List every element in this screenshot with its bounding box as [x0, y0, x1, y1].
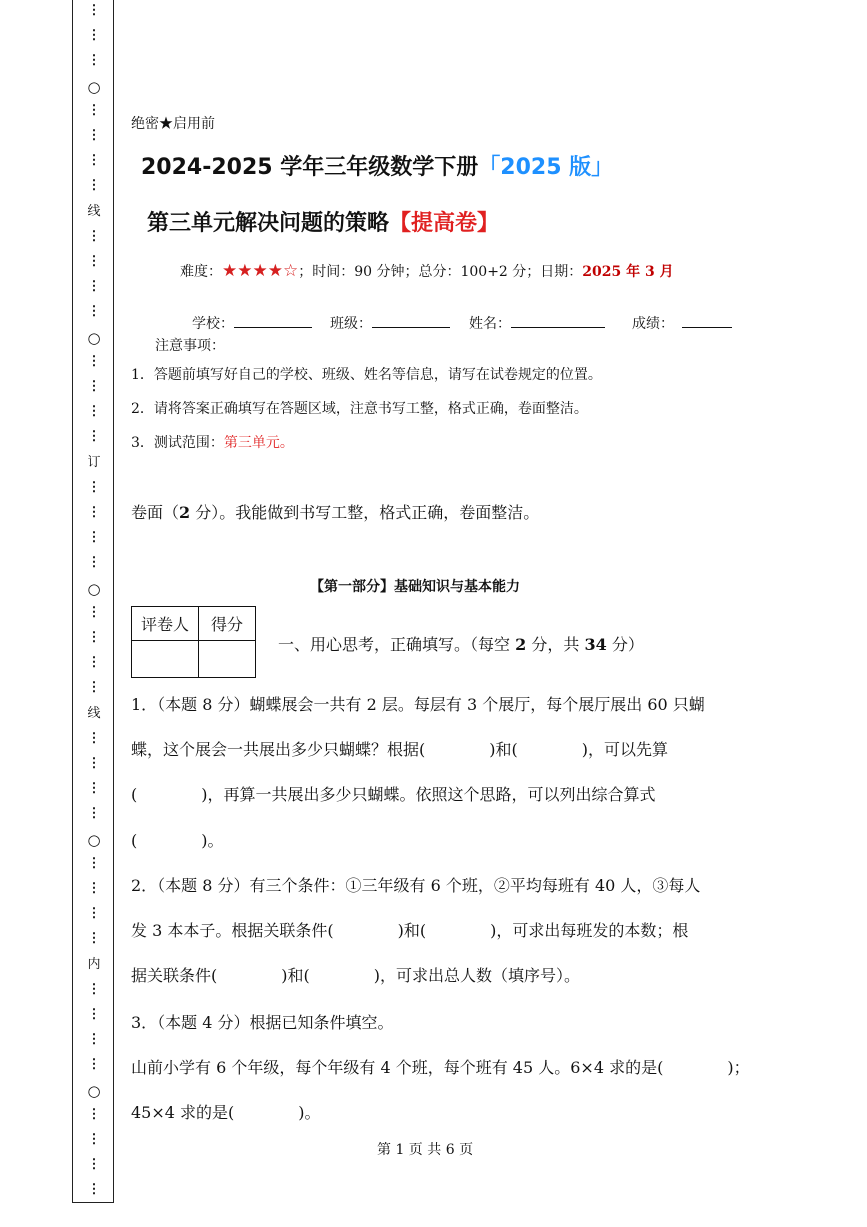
- part1-heading: 【第一部分】基础知识与基本能力: [310, 579, 520, 595]
- margin-dots: ⋮: [87, 1107, 101, 1122]
- margin-dots: ⋮: [87, 429, 101, 444]
- question-3-line: 3．（本题 4 分）根据已知条件填空。: [131, 1013, 394, 1032]
- neatness-line: [131, 500, 539, 523]
- margin-dots: ⋮: [87, 3, 101, 18]
- class-label: 班级：: [330, 316, 372, 332]
- margin-dots: ⋮: [87, 229, 101, 244]
- margin-dots: ⋮: [87, 279, 101, 294]
- difficulty-stars: ★★★★☆: [222, 261, 299, 281]
- question-2-line: 发 3 本本子。根据关联条件( )和( )，可求出每班发的本数；根: [131, 921, 689, 940]
- margin-dots: ⋮: [87, 480, 101, 495]
- title-edition: 「2025 版」: [478, 155, 614, 180]
- class-blank[interactable]: [372, 313, 450, 328]
- class-field[interactable]: [330, 313, 450, 333]
- school-label: 学校：: [192, 316, 234, 332]
- margin-dots: ⋮: [87, 856, 101, 871]
- subtitle-main: 第三单元解决问题的策略: [147, 211, 390, 236]
- page-number: 第 1 页 共 6 页: [377, 1142, 474, 1158]
- question-1-line: ( )，再算一共展出多少只蝴蝶。依照这个思路，可以列出综合算式: [131, 785, 656, 804]
- meta-rest: ；时间：90 分钟；总分：100+2 分；日期：: [298, 264, 583, 280]
- margin-label-xian: 线: [87, 204, 101, 219]
- grader-header: 评卷人: [132, 607, 199, 641]
- margin-dots: ⋮: [87, 756, 101, 771]
- grader-cell[interactable]: [132, 641, 199, 678]
- margin-dots: ⋮: [87, 630, 101, 645]
- margin-label-ding: 订: [87, 455, 101, 470]
- name-label: 姓名：: [469, 316, 511, 332]
- score-blank[interactable]: [682, 313, 732, 328]
- neatness-suffix: 分）。我能做到书写工整，格式正确，卷面整洁。: [195, 503, 540, 522]
- title-main: 2024-2025 学年三年级数学下册: [141, 155, 479, 180]
- margin-dots: ⋮: [87, 605, 101, 620]
- question-1-line: 蝶，这个展会一共展出多少只蝴蝶？根据( )和( )，可以先算: [131, 740, 668, 759]
- section-title-c: 分）: [611, 635, 644, 654]
- note-item: [131, 432, 294, 452]
- margin-dots: ⋮: [87, 906, 101, 921]
- school-blank[interactable]: [234, 313, 312, 328]
- margin-dots: ⋮: [87, 1132, 101, 1147]
- section-total: 34: [584, 635, 607, 654]
- note-item: 2．请将答案正确填写在答题区域，注意书写工整，格式正确，卷面整洁。: [131, 401, 588, 417]
- margin-circle: ○: [87, 1082, 101, 1100]
- question-1-line: 1．（本题 8 分）蝴蝶展会一共有 2 层。每层有 3 个展厅，每个展厅展出 60 只蝴: [131, 695, 705, 714]
- margin-dots: ⋮: [87, 28, 101, 43]
- page-subtitle: [147, 206, 499, 237]
- margin-dots: ⋮: [87, 254, 101, 269]
- margin-dots: ⋮: [87, 555, 101, 570]
- exam-date: 2025 年 3 月: [582, 264, 674, 280]
- question-1-line: ( )。: [131, 831, 224, 850]
- score-cell[interactable]: [199, 641, 256, 678]
- margin-circle: ○: [87, 580, 101, 598]
- difficulty-label: 难度：: [180, 264, 222, 280]
- margin-dots: ⋮: [87, 931, 101, 946]
- neatness-prefix: 卷面（: [131, 503, 180, 522]
- note-scope-value: 第三单元。: [223, 435, 294, 451]
- section-title: [278, 632, 644, 655]
- note-item: 1．答题前填写好自己的学校、班级、姓名等信息，请写在试卷规定的位置。: [131, 367, 602, 383]
- margin-dots: ⋮: [87, 655, 101, 670]
- margin-dots: ⋮: [87, 304, 101, 319]
- margin-dots: ⋮: [87, 178, 101, 193]
- question-2-line: 据关联条件( )和( )，可求出总人数（填序号）。: [131, 966, 580, 985]
- notes-heading: 注意事项：: [155, 338, 225, 354]
- subtitle-tag: 【提高卷】: [389, 211, 500, 236]
- margin-dots: ⋮: [87, 103, 101, 118]
- margin-circle: ○: [87, 78, 101, 96]
- margin-dots: ⋮: [87, 731, 101, 746]
- section-title-b: 分，共: [531, 635, 580, 654]
- secret-label: 绝密★启用前: [131, 116, 215, 132]
- margin-circle: ○: [87, 831, 101, 849]
- margin-dots: ⋮: [87, 1032, 101, 1047]
- margin-label-xian: 线: [87, 706, 101, 721]
- margin-dots: ⋮: [87, 806, 101, 821]
- score-label: 成绩：: [632, 316, 674, 332]
- grader-score-table: [131, 606, 256, 678]
- section-per-blank: 2: [515, 635, 527, 654]
- name-field[interactable]: [469, 313, 605, 333]
- margin-circle: ○: [87, 329, 101, 347]
- margin-dots: ⋮: [87, 1007, 101, 1022]
- question-2-line: 2．（本题 8 分）有三个条件：①三年级有 6 个班，②平均每班有 40 人，③每人: [131, 876, 701, 895]
- margin-dots: ⋮: [87, 781, 101, 796]
- margin-label-nei: 内: [87, 957, 101, 972]
- margin-dots: ⋮: [87, 379, 101, 394]
- question-3-line: 山前小学有 6 个年级，每个年级有 4 个班，每个班有 45 人。6×4 求的是( )；: [131, 1058, 750, 1077]
- binding-margin: [72, 0, 114, 1203]
- exam-meta: [180, 261, 674, 281]
- score-header: 得分: [199, 607, 256, 641]
- margin-dots: ⋮: [87, 128, 101, 143]
- neatness-points: 2: [179, 503, 191, 522]
- margin-dots: ⋮: [87, 153, 101, 168]
- note-scope-label: 3．测试范围：: [131, 435, 224, 451]
- score-field[interactable]: [632, 313, 732, 333]
- question-3-line: 45×4 求的是( )。: [131, 1103, 321, 1122]
- page-title: [141, 150, 613, 181]
- margin-dots: ⋮: [87, 530, 101, 545]
- margin-dots: ⋮: [87, 1057, 101, 1072]
- margin-dots: ⋮: [87, 53, 101, 68]
- margin-dots: ⋮: [87, 1182, 101, 1197]
- section-title-a: 一、用心思考，正确填写。（每空: [278, 635, 511, 654]
- margin-dots: ⋮: [87, 982, 101, 997]
- margin-dots: ⋮: [87, 1157, 101, 1172]
- school-field[interactable]: [192, 313, 312, 333]
- margin-dots: ⋮: [87, 680, 101, 695]
- margin-dots: ⋮: [87, 505, 101, 520]
- margin-dots: ⋮: [87, 881, 101, 896]
- margin-dots: ⋮: [87, 404, 101, 419]
- margin-dots: ⋮: [87, 354, 101, 369]
- name-blank[interactable]: [511, 313, 605, 328]
